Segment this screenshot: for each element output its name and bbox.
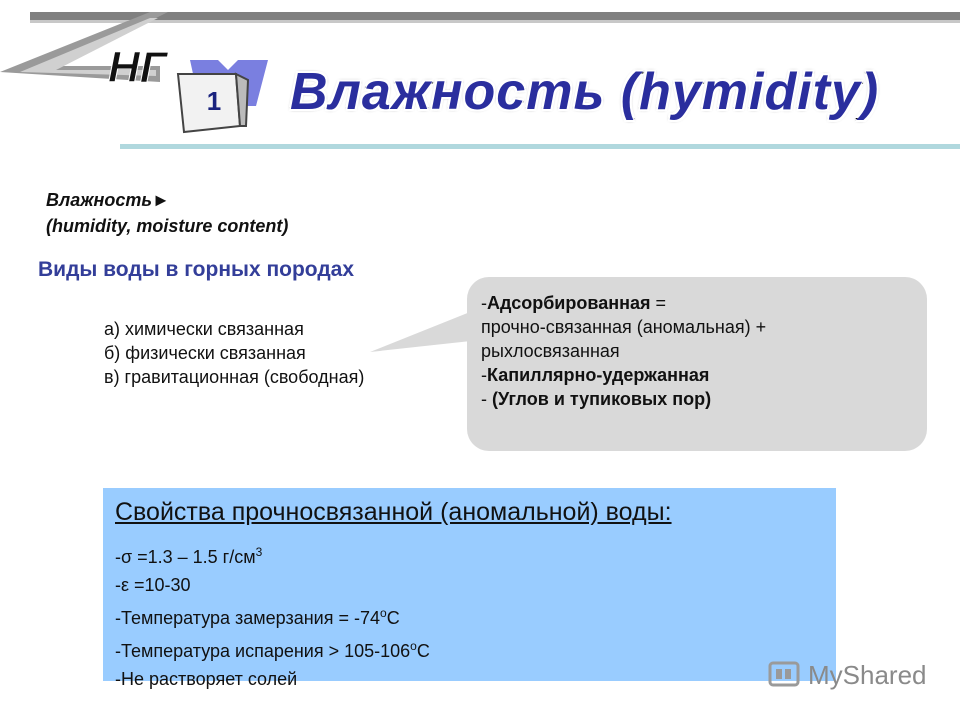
header-bottom-rule bbox=[120, 144, 960, 149]
water-types-list bbox=[104, 317, 364, 389]
slide-number: 1 bbox=[206, 86, 222, 116]
list-item: а) химически связанная bbox=[104, 319, 304, 339]
callout-line: прочно-связанная (аномальная) + bbox=[481, 317, 767, 337]
list-item: б) физически связанная bbox=[104, 343, 306, 363]
list-item: -σ =1.3 – 1.5 $г/см^3$ bbox=[115, 545, 263, 567]
callout-line: -Адсорбированная = bbox=[481, 293, 666, 313]
list-item: -Температура замерзания = $-74^oC$ bbox=[115, 606, 400, 628]
callout-line: - (Углов и тупиковых пор) bbox=[481, 389, 712, 409]
watermark-text: MyShared bbox=[808, 660, 927, 690]
term-en: (humidity, moisture content) bbox=[46, 216, 289, 236]
list-item: -Температура испарения > $105-106^oC$ bbox=[115, 639, 430, 661]
term-ru: Влажность► bbox=[46, 190, 170, 210]
page-title: Влажность (hymidity) bbox=[290, 63, 880, 121]
callout-line: -Капиллярно-удержанная bbox=[481, 365, 710, 385]
list-item: -ε =10-30 bbox=[115, 575, 191, 595]
properties-title: Свойства прочносвязанной (аномальной) воды: bbox=[115, 498, 672, 526]
callout-line: рыхлосвязанная bbox=[481, 341, 620, 361]
water-types-heading: Виды воды в горных породах bbox=[38, 258, 355, 281]
properties-list bbox=[115, 538, 430, 693]
list-item: -Не растворяет солей bbox=[115, 669, 298, 689]
logo-text: НГ bbox=[108, 43, 167, 92]
callout-text bbox=[481, 291, 766, 411]
ng-logo bbox=[0, 10, 180, 100]
list-item: в) гравитационная (свободная) bbox=[104, 367, 365, 387]
